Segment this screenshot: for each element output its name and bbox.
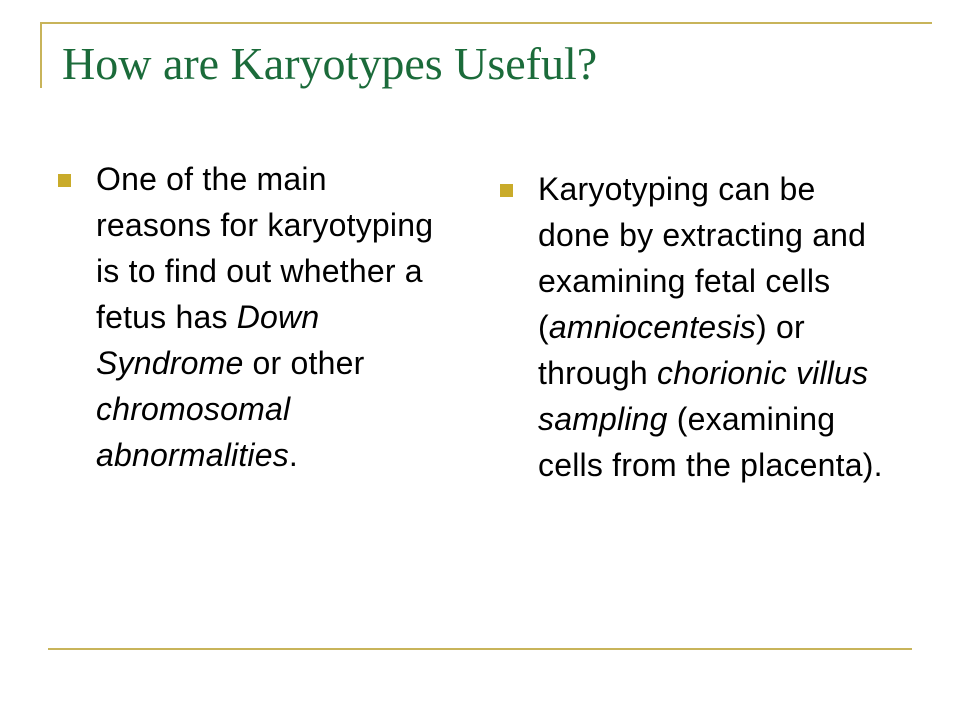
left-text-part-5: . xyxy=(288,437,299,473)
top-accent-rule xyxy=(40,22,932,24)
right-emphasis-chorionic-villus-sampling: chorionic villus sampling xyxy=(538,355,869,437)
slide-title: How are Karyotypes Useful? xyxy=(62,38,598,89)
right-bullet-item xyxy=(500,166,896,488)
right-text-part-3: ) or through xyxy=(538,309,805,391)
left-text-part-3: or other xyxy=(243,345,365,381)
left-bullet-item xyxy=(58,156,446,478)
square-bullet-icon xyxy=(500,184,513,197)
left-accent-rule xyxy=(40,22,42,88)
right-bullet-list xyxy=(500,166,896,488)
right-bullet-text xyxy=(538,166,896,488)
left-emphasis-chromosomal-abnormalities: chromosomal abnormalities xyxy=(96,391,291,473)
square-bullet-icon xyxy=(58,174,71,187)
right-emphasis-amniocentesis: amniocentesis xyxy=(548,309,757,345)
left-bullet-list xyxy=(58,156,446,478)
bottom-accent-rule xyxy=(48,648,912,650)
left-emphasis-down-syndrome: Down Syndrome xyxy=(96,299,320,381)
left-text-part-1: One of the main reasons for karyotyping is to find out whether a fetus has xyxy=(96,161,434,335)
right-text-part-5: (examining cells from the placenta). xyxy=(538,401,883,483)
left-bullet-text xyxy=(96,156,446,478)
right-text-part-1: Karyotyping can be done by extracting and examining fetal cells ( xyxy=(538,171,867,345)
